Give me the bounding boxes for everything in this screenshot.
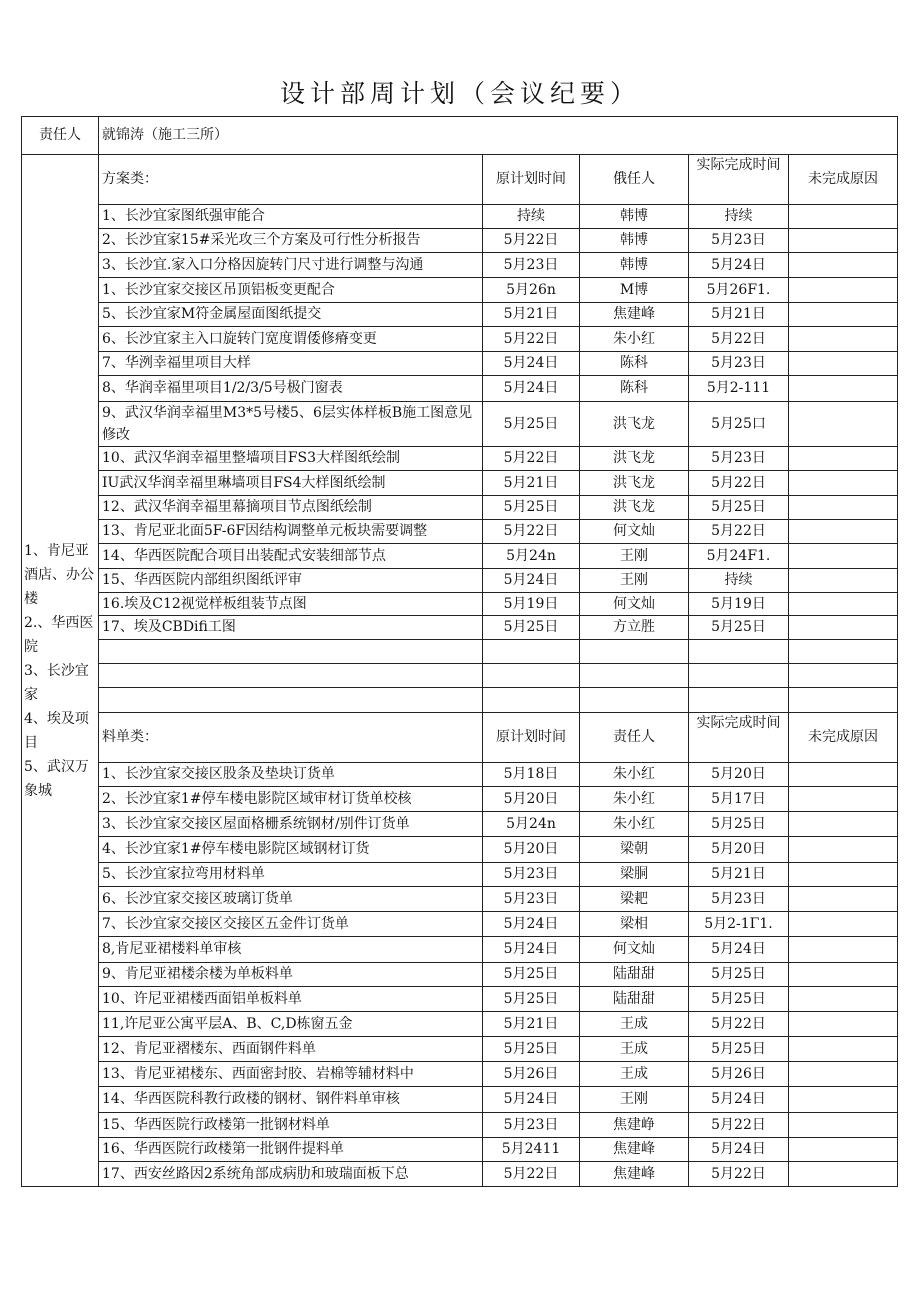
actual-cell: 5月22日 [689, 471, 789, 496]
section-header [22, 713, 898, 763]
actual-cell: 5月23日 [689, 887, 789, 912]
planned-cell: 5月22日 [483, 327, 580, 352]
planned-cell: 5月24日 [483, 1087, 580, 1113]
actual-cell: 5月25日 [689, 496, 789, 520]
empty-cell [789, 664, 898, 688]
actual-cell: 5月19日 [689, 593, 789, 616]
table-row [22, 303, 898, 327]
table-row [22, 253, 898, 278]
planned-cell: 5月24日 [483, 352, 580, 376]
task-cell: 8,肯尼亚裙楼料单审核 [99, 937, 483, 963]
person-cell: 韩博 [580, 205, 689, 229]
empty-cell [689, 664, 789, 688]
task-cell: 6、长沙宜家主入口旋转门宽度谓倭修瘠变更 [99, 327, 483, 352]
empty-cell [580, 664, 689, 688]
reason-cell [789, 520, 898, 544]
person-cell: 焦建峰 [580, 303, 689, 327]
task-cell: 14、华西医院配合项目出装配式安装细部节点 [99, 544, 483, 569]
actual-cell: 5月25日 [689, 616, 789, 640]
reason-cell [789, 471, 898, 496]
actual-cell: 5月22日 [689, 1113, 789, 1138]
person-cell: 陆甜甜 [580, 963, 689, 987]
actual-cell: 5月24日 [689, 937, 789, 963]
person-cell: 王刚 [580, 1087, 689, 1113]
responsible-row [22, 117, 898, 155]
person-cell: 陈科 [580, 352, 689, 376]
person-cell: 方立胜 [580, 616, 689, 640]
person-cell: M博 [580, 278, 689, 303]
planned-cell: 5月22日 [483, 1162, 580, 1187]
table-row [22, 937, 898, 963]
person-cell: 朱小红 [580, 327, 689, 352]
reason-cell [789, 887, 898, 912]
reason-cell [789, 1138, 898, 1162]
empty-row [22, 640, 898, 664]
actual-cell: 5月23日 [689, 352, 789, 376]
planned-cell: 5月24日 [483, 937, 580, 963]
person-cell: 洪飞龙 [580, 496, 689, 520]
reason-cell [789, 496, 898, 520]
person-cell: 焦建峰 [580, 1162, 689, 1187]
table-row [22, 763, 898, 787]
task-cell: 12、武汉华润幸福里幕摘项目节点图纸绘制 [99, 496, 483, 520]
table-row [22, 863, 898, 887]
reason-cell [789, 837, 898, 863]
task-cell: 11,许尼亚公寓平层A、B、C,D栋窗五金 [99, 1012, 483, 1037]
planned-cell: 5月24n [483, 812, 580, 837]
task-cell: 2、长沙宜家1#停车楼电影院区域审材订货单校核 [99, 787, 483, 812]
person-header: 责任人 [580, 713, 689, 763]
actual-cell: 5月24F1. [689, 544, 789, 569]
reason-header: 未完成原因 [789, 155, 898, 205]
planned-header: 原计划时间 [483, 713, 580, 763]
table-row [22, 616, 898, 640]
task-cell: 17、西安丝路因2系统角部成病肋和玻瑞面板下总 [99, 1162, 483, 1187]
reason-cell [789, 352, 898, 376]
task-cell: IU武汉华润幸福里琳墙项目FS4大样图纸绘制 [99, 471, 483, 496]
reason-cell [789, 327, 898, 352]
task-cell: 1、长沙宜家图纸强审能合 [99, 205, 483, 229]
reason-cell [789, 402, 898, 447]
actual-cell: 5月20日 [689, 763, 789, 787]
planned-cell: 5月23日 [483, 863, 580, 887]
planned-header: 原计划时间 [483, 155, 580, 205]
table-row [22, 402, 898, 447]
reason-cell [789, 1162, 898, 1187]
actual-cell: 持续 [689, 205, 789, 229]
actual-cell: 5月22日 [689, 327, 789, 352]
reason-cell [789, 863, 898, 887]
task-cell: 17、埃及CBDifi工图 [99, 616, 483, 640]
reason-cell [789, 303, 898, 327]
task-cell: 13、肯尼亚北面5F-6F因结构调整单元板块需要调整 [99, 520, 483, 544]
project-label: 2.、华西医院 [24, 614, 94, 655]
actual-cell: 5月22日 [689, 1162, 789, 1187]
person-cell: 洪飞龙 [580, 402, 689, 447]
reason-cell [789, 616, 898, 640]
table-row [22, 812, 898, 837]
planned-cell: 持续 [483, 205, 580, 229]
category-label: 料单类： [99, 713, 483, 763]
person-cell: 王刚 [580, 544, 689, 569]
task-cell: 2、长沙宜家15#采光攻三个方案及可行性分析报告 [99, 229, 483, 253]
table-row [22, 229, 898, 253]
planned-cell: 5月26n [483, 278, 580, 303]
actual-cell: 5月23日 [689, 229, 789, 253]
task-cell: 9、肯尼亚裙楼余楼为单板料单 [99, 963, 483, 987]
planned-cell: 5月24n [483, 544, 580, 569]
person-cell: 梁朝 [580, 837, 689, 863]
person-cell: 梁相 [580, 912, 689, 937]
planned-cell: 5月23日 [483, 1113, 580, 1138]
person-cell: 朱小红 [580, 787, 689, 812]
actual-cell: 持续 [689, 569, 789, 593]
actual-cell: 5月22日 [689, 1012, 789, 1037]
planned-cell: 5月21日 [483, 471, 580, 496]
actual-cell: 5月24日 [689, 1138, 789, 1162]
empty-cell [99, 688, 483, 713]
person-cell: 韩博 [580, 229, 689, 253]
person-cell: 朱小红 [580, 812, 689, 837]
empty-cell [689, 688, 789, 713]
reason-cell [789, 987, 898, 1012]
reason-cell [789, 912, 898, 937]
planned-cell: 5月26日 [483, 1062, 580, 1087]
reason-cell [789, 593, 898, 616]
planned-cell: 5月20日 [483, 787, 580, 812]
person-cell: 洪飞龙 [580, 447, 689, 471]
empty-cell [789, 688, 898, 713]
project-label: 1、肯尼亚酒店、办公楼 [24, 542, 94, 607]
person-cell: 朱小红 [580, 763, 689, 787]
planned-cell: 5月25日 [483, 402, 580, 447]
actual-header: 实际完成时间 [689, 155, 789, 205]
table-row [22, 569, 898, 593]
reason-cell [789, 447, 898, 471]
page-title: 设计部周计划（会议纪要） [279, 79, 640, 108]
table-row [22, 544, 898, 569]
reason-cell [789, 569, 898, 593]
actual-cell: 5月22日 [689, 520, 789, 544]
planned-cell: 5月24日 [483, 912, 580, 937]
planned-cell: 5月20日 [483, 837, 580, 863]
section-header [22, 155, 898, 205]
reason-cell [789, 253, 898, 278]
table-row [22, 963, 898, 987]
task-cell: 15、华西医院行政楼第一批钢材料单 [99, 1113, 483, 1138]
task-cell: 9、武汉华润幸福里M3*5号楼5、6层实体样板B施工图意见修改 [99, 402, 483, 447]
reason-cell [789, 937, 898, 963]
person-cell: 洪飞龙 [580, 471, 689, 496]
actual-cell: 5月21日 [689, 863, 789, 887]
table-row [22, 1037, 898, 1062]
responsible-value: 就锦涛（施工三所） [99, 117, 898, 155]
reason-cell [789, 1087, 898, 1113]
projects-cell [22, 155, 99, 1187]
actual-cell: 5月2-1Γ1. [689, 912, 789, 937]
task-cell: 16、华西医院行政楼第一批钢件提料单 [99, 1138, 483, 1162]
actual-cell: 5月26日 [689, 1062, 789, 1087]
task-cell: 4、长沙宜家1#停车楼电影院区域钢材订货 [99, 837, 483, 863]
task-cell: 7、长沙宜家交接区交接区五金件订货单 [99, 912, 483, 937]
table-row [22, 593, 898, 616]
empty-cell [483, 688, 580, 713]
task-cell: 5、长沙宜家M符金属屋面图纸提交 [99, 303, 483, 327]
task-cell: 1、长沙宜家交接区股条及垫块订货单 [99, 763, 483, 787]
table-row [22, 987, 898, 1012]
person-cell: 焦建峰 [580, 1138, 689, 1162]
table-row [22, 887, 898, 912]
planned-cell: 5月22日 [483, 520, 580, 544]
task-cell: 5、长沙宜家拉弯用材料单 [99, 863, 483, 887]
person-cell: 王刚 [580, 569, 689, 593]
actual-cell: 5月25日 [689, 987, 789, 1012]
person-cell: 焦建峥 [580, 1113, 689, 1138]
table-row [22, 787, 898, 812]
planned-cell: 5月25日 [483, 616, 580, 640]
reason-cell [789, 229, 898, 253]
actual-cell: 5月24日 [689, 253, 789, 278]
empty-cell [483, 640, 580, 664]
table-row [22, 520, 898, 544]
empty-cell [580, 688, 689, 713]
person-cell: 韩博 [580, 253, 689, 278]
task-cell: 16.埃及C12视觉样板组装节点图 [99, 593, 483, 616]
task-cell: 3、长沙宜家交接区屋面格栅系统钢材/别件订货单 [99, 812, 483, 837]
planned-cell: 5月25日 [483, 1037, 580, 1062]
task-cell: 8、华润幸福里项目1/2/3/5号极门窗表 [99, 376, 483, 402]
actual-cell: 5月25日 [689, 963, 789, 987]
table-row [22, 912, 898, 937]
weekly-plan-table [21, 116, 898, 1187]
table-row [22, 278, 898, 303]
planned-cell: 5月21日 [483, 1012, 580, 1037]
planned-cell: 5月23日 [483, 887, 580, 912]
task-cell: 14、华西医院科教行政楼的钢材、钢件料单审核 [99, 1087, 483, 1113]
empty-row [22, 688, 898, 713]
person-cell: 陈科 [580, 376, 689, 402]
empty-row [22, 664, 898, 688]
person-cell: 陆甜甜 [580, 987, 689, 1012]
task-cell: 7、华洌幸福里项目大样 [99, 352, 483, 376]
reason-cell [789, 1062, 898, 1087]
table-row [22, 471, 898, 496]
reason-cell [789, 763, 898, 787]
planned-cell: 5月25日 [483, 963, 580, 987]
responsible-label: 责任人 [22, 117, 99, 155]
person-cell: 王成 [580, 1062, 689, 1087]
table-row [22, 376, 898, 402]
empty-cell [580, 640, 689, 664]
empty-cell [99, 640, 483, 664]
table-row [22, 1113, 898, 1138]
project-label: 5、武汉万象城 [24, 758, 89, 799]
task-cell: 15、华西医院内部组织图纸评审 [99, 569, 483, 593]
actual-cell: 5月25日 [689, 1037, 789, 1062]
table-row [22, 1087, 898, 1113]
reason-header: 未完成原因 [789, 713, 898, 763]
person-cell: 梁胴 [580, 863, 689, 887]
empty-cell [483, 664, 580, 688]
reason-cell [789, 1037, 898, 1062]
table-row [22, 1012, 898, 1037]
person-cell: 王成 [580, 1037, 689, 1062]
person-cell: 何文灿 [580, 593, 689, 616]
project-label: 4、埃及项目 [24, 710, 89, 751]
category-label: 方案类： [99, 155, 483, 205]
person-header: 俄任人 [580, 155, 689, 205]
actual-cell: 5月26F1. [689, 278, 789, 303]
actual-cell: 5月25日 [689, 812, 789, 837]
empty-cell [689, 640, 789, 664]
task-cell: 6、长沙宜家交接区玻璃订货单 [99, 887, 483, 912]
project-label: 3、长沙宜家 [24, 662, 89, 703]
planned-cell: 5月19日 [483, 593, 580, 616]
planned-cell: 5月22日 [483, 447, 580, 471]
planned-cell: 5月22日 [483, 229, 580, 253]
actual-cell: 5月2-111 [689, 376, 789, 402]
planned-cell: 5月25日 [483, 496, 580, 520]
table-row [22, 496, 898, 520]
person-cell: 梁耙 [580, 887, 689, 912]
reason-cell [789, 963, 898, 987]
actual-cell: 5月20日 [689, 837, 789, 863]
table-row [22, 1162, 898, 1187]
task-cell: 1、长沙宜家交接区吊顶铝板变更配合 [99, 278, 483, 303]
reason-cell [789, 205, 898, 229]
empty-cell [789, 640, 898, 664]
actual-cell: 5月23日 [689, 447, 789, 471]
reason-cell [789, 787, 898, 812]
actual-cell: 5月25口 [689, 402, 789, 447]
task-cell: 13、肯尼亚裙楼东、西面密封胶、岩棉等辅材料中 [99, 1062, 483, 1087]
table-row [22, 205, 898, 229]
person-cell: 王成 [580, 1012, 689, 1037]
planned-cell: 5月25日 [483, 987, 580, 1012]
planned-cell: 5月24日 [483, 569, 580, 593]
reason-cell [789, 1113, 898, 1138]
actual-cell: 5月21日 [689, 303, 789, 327]
table-row [22, 1062, 898, 1087]
reason-cell [789, 812, 898, 837]
empty-cell [99, 664, 483, 688]
task-cell: 3、长沙宜.家入口分格因旋转门尺寸进行调整与沟通 [99, 253, 483, 278]
planned-cell: 5月18日 [483, 763, 580, 787]
actual-cell: 5月24日 [689, 1087, 789, 1113]
actual-cell: 5月17日 [689, 787, 789, 812]
table-row [22, 837, 898, 863]
reason-cell [789, 278, 898, 303]
task-cell: 10、武汉华润幸福里整墙项目FS3大样图纸绘制 [99, 447, 483, 471]
table-row [22, 1138, 898, 1162]
planned-cell: 5月2411 [483, 1138, 580, 1162]
table-row [22, 352, 898, 376]
planned-cell: 5月21日 [483, 303, 580, 327]
task-cell: 12、肯尼亚褶楼东、西面钢件料单 [99, 1037, 483, 1062]
table-row [22, 447, 898, 471]
task-cell: 10、许尼亚裙楼西面铝单板料单 [99, 987, 483, 1012]
planned-cell: 5月23日 [483, 253, 580, 278]
reason-cell [789, 376, 898, 402]
reason-cell [789, 1012, 898, 1037]
person-cell: 何文灿 [580, 520, 689, 544]
reason-cell [789, 544, 898, 569]
person-cell: 何文灿 [580, 937, 689, 963]
actual-header: 实际完成时间 [689, 713, 789, 763]
table-row [22, 327, 898, 352]
planned-cell: 5月24日 [483, 376, 580, 402]
